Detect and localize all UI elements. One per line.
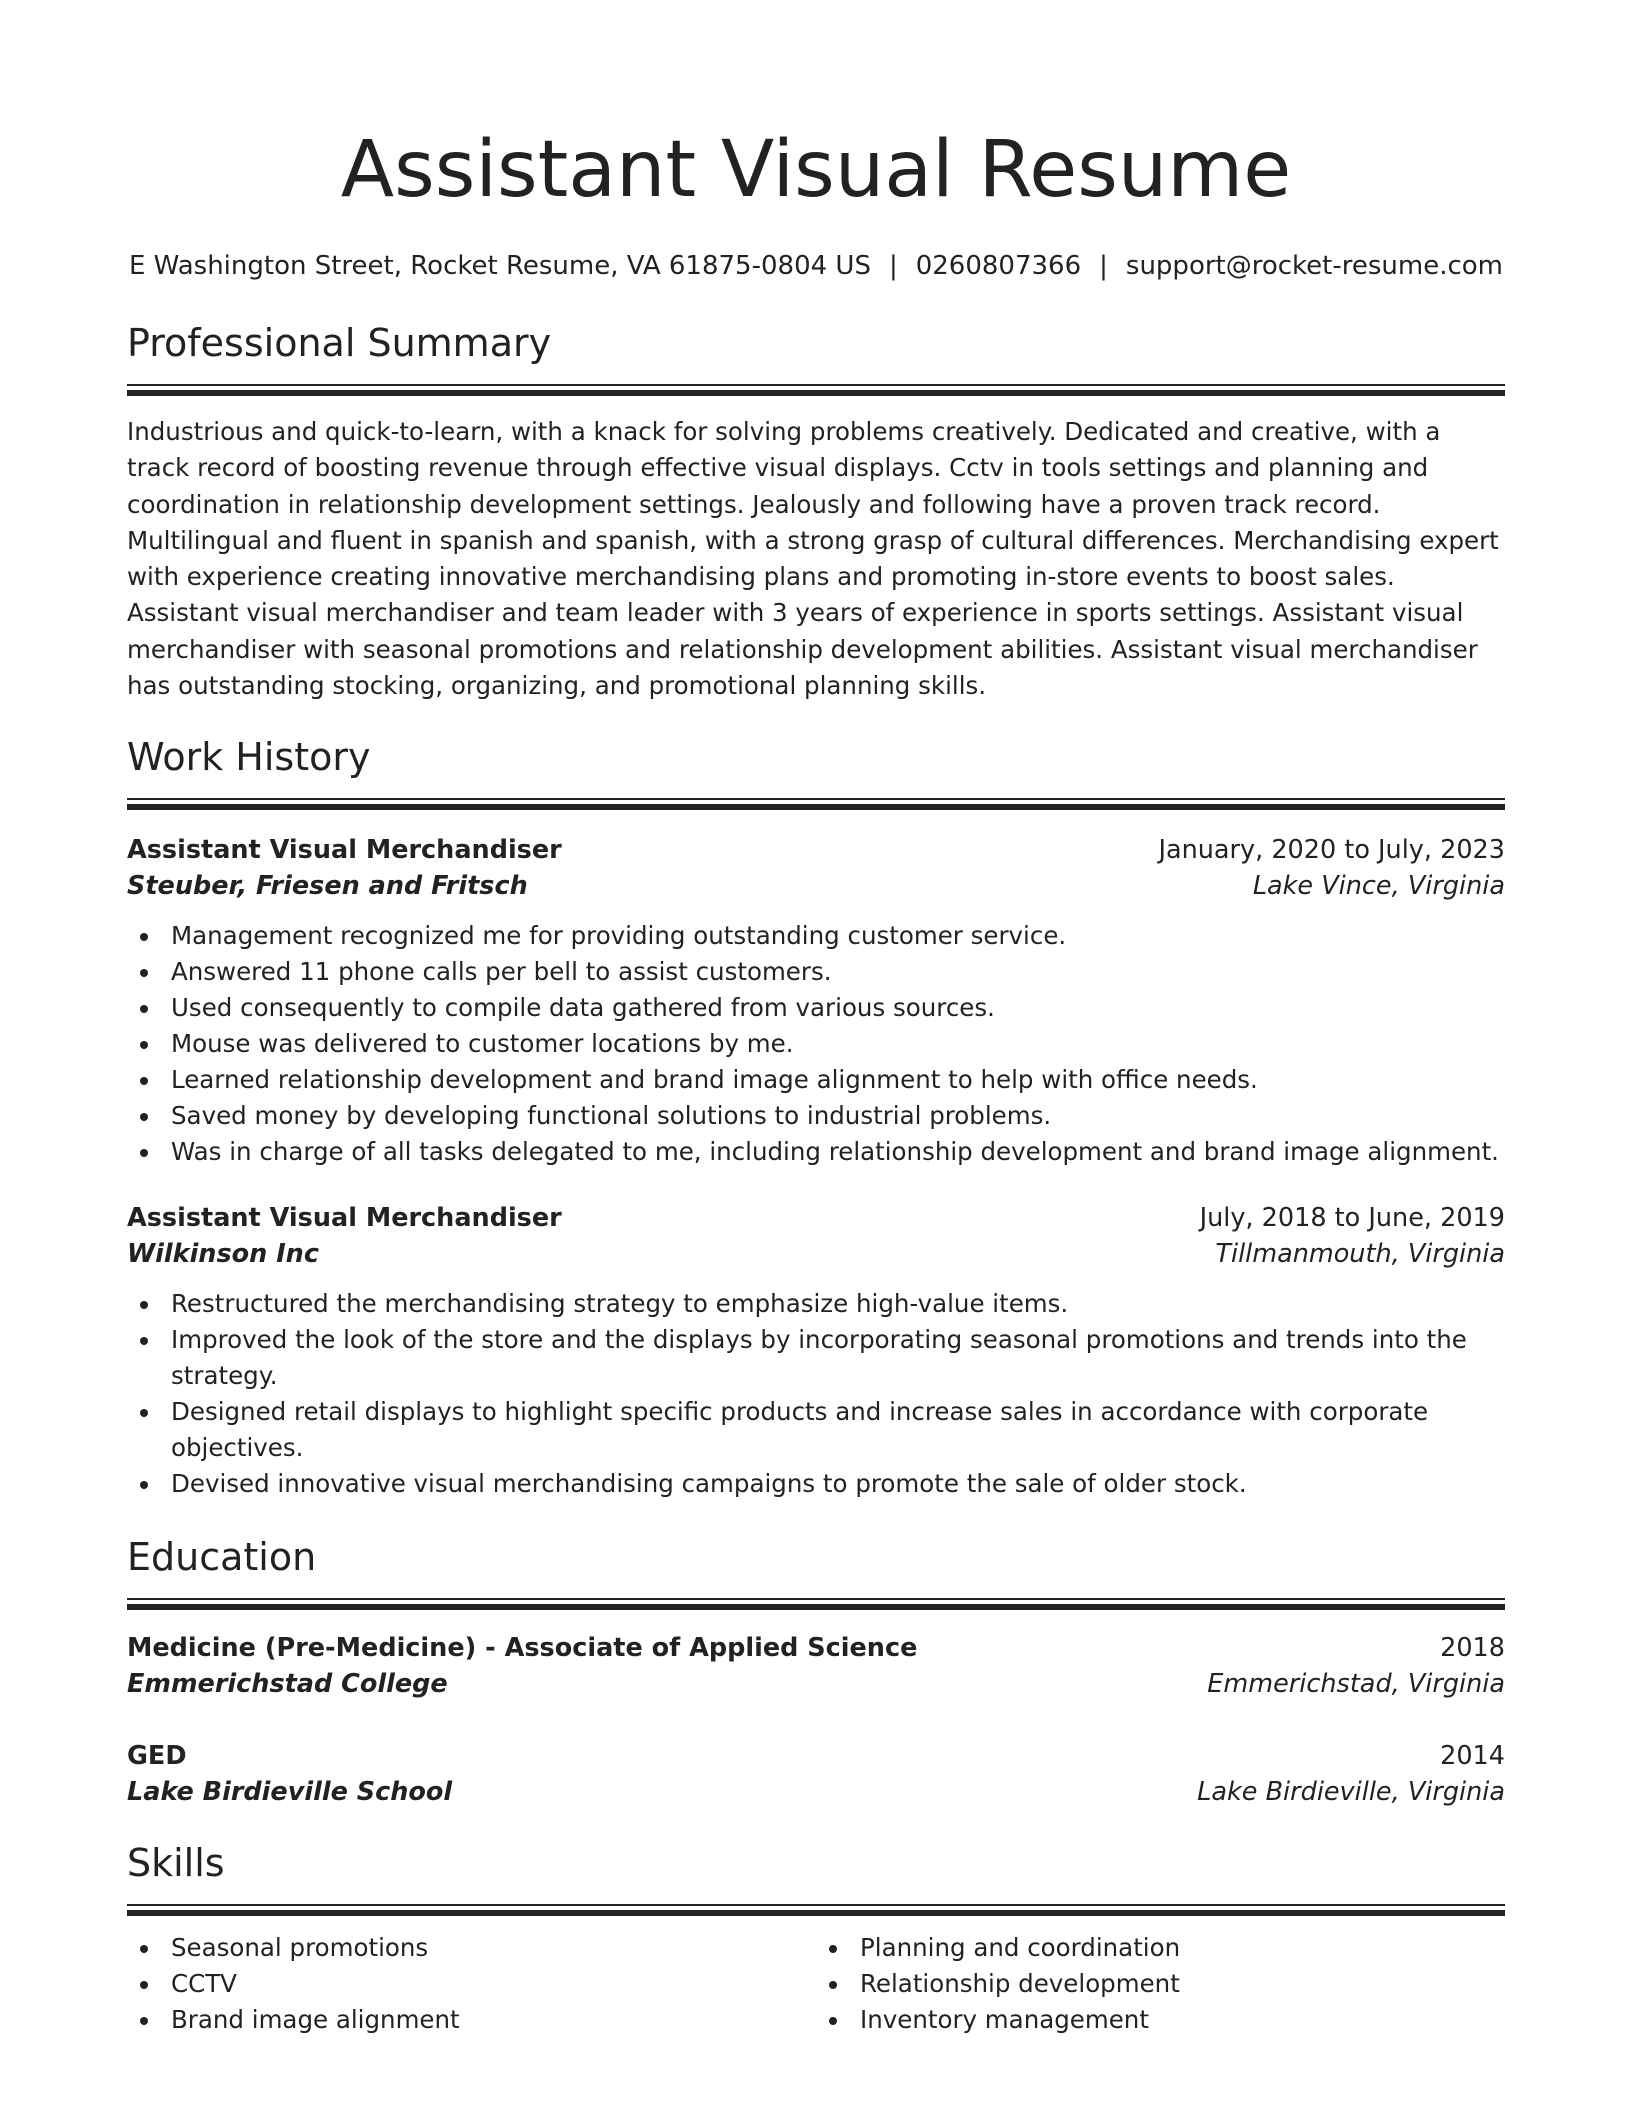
- job-subheader: [127, 1236, 1505, 1272]
- resume-title: Assistant Visual Resume: [340, 125, 1292, 215]
- job-bullet-list: [127, 1286, 1505, 1502]
- skills-section: [127, 1838, 1505, 2038]
- education-subheader: [127, 1774, 1505, 1810]
- section-heading-professional-summary: Professional Summary: [127, 321, 552, 365]
- work-history-section: [127, 732, 1505, 1502]
- section-heading-work-history: Work History: [127, 735, 371, 780]
- section-divider: [127, 798, 1505, 810]
- job-dates: July, 2018 to June, 2019: [1199, 1203, 1505, 1234]
- education-degree: Medicine (Pre-Medicine) - Associate of Applied Science: [127, 1633, 918, 1664]
- job-bullet: Designed retail displays to highlight specific products and increase sales in accordance with corporate objectives.: [127, 1394, 1505, 1466]
- education-section: [127, 1532, 1505, 1810]
- contact-separator: |: [1099, 251, 1108, 281]
- education-subheader: [127, 1666, 1505, 1702]
- section-divider: [127, 1598, 1505, 1610]
- contact-email: support@rocket-resume.com: [1125, 251, 1504, 281]
- job-bullet: Answered 11 phone calls per bell to assist customers.: [127, 954, 1505, 990]
- job-bullet: Used consequently to compile data gathered from various sources.: [127, 990, 1505, 1026]
- education-location: Lake Birdieville, Virginia: [1197, 1777, 1505, 1808]
- job-location: Tillmanmouth, Virginia: [1215, 1239, 1505, 1270]
- education-degree: GED: [127, 1741, 187, 1772]
- job-header: [127, 1200, 1505, 1236]
- job-company: Steuber, Friesen and Fritsch: [127, 871, 528, 902]
- job-bullet: Improved the look of the store and the displays by incorporating seasonal promotions and trends into the strategy.: [127, 1322, 1505, 1394]
- contact-address: E Washington Street, Rocket Resume, VA 61875-0804 US: [128, 251, 871, 281]
- education-year: 2018: [1440, 1633, 1505, 1664]
- skill-item: Inventory management: [816, 2002, 1505, 2038]
- education-header: [127, 1738, 1505, 1774]
- job-dates: January, 2020 to July, 2023: [1158, 835, 1505, 866]
- skills-list-left: [127, 1930, 816, 2038]
- contact-separator: |: [888, 251, 898, 281]
- job-location: Lake Vince, Virginia: [1252, 871, 1505, 902]
- job-bullet: Was in charge of all tasks delegated to me, including relationship development and brand image alignment.: [127, 1134, 1505, 1170]
- skill-item: Brand image alignment: [127, 2002, 816, 2038]
- contact-phone: 0260807366: [915, 251, 1082, 281]
- job-entry: [127, 1200, 1505, 1502]
- section-divider: [127, 384, 1505, 396]
- job-title: Assistant Visual Merchandiser: [127, 1203, 562, 1234]
- skills-list-right: [816, 1930, 1505, 2038]
- skill-item: Relationship development: [816, 1966, 1505, 2002]
- education-entry: [127, 1630, 1505, 1702]
- contact-info: [127, 248, 1505, 284]
- skill-item: Planning and coordination: [816, 1930, 1505, 1966]
- job-header: [127, 832, 1505, 868]
- section-heading-education: Education: [127, 1535, 317, 1580]
- section-divider: [127, 1904, 1505, 1916]
- professional-summary-section: [127, 318, 1505, 704]
- job-company: Wilkinson Inc: [127, 1239, 319, 1270]
- job-title: Assistant Visual Merchandiser: [127, 835, 562, 866]
- education-school: Emmerichstad College: [127, 1669, 448, 1700]
- education-year: 2014: [1440, 1741, 1505, 1772]
- job-bullet: Restructured the merchandising strategy to emphasize high-value items.: [127, 1286, 1505, 1322]
- job-bullet: Mouse was delivered to customer locations by me.: [127, 1026, 1505, 1062]
- summary-text: Industrious and quick-to-learn, with a knack for solving problems creatively. Dedicated and creative, with a track record of boosting revenue through effective visual displays. Cctv in tools settings and planning and coordination in relationship development settings. Jealously and following have a proven track record. Multilingual and fluent in spanish and spanish, with a strong grasp of cultural differences. Merchandising expert with experience creating innovative merchandising plans and promoting in-store events to boost sales. Assistant visual merchandiser and team leader with 3 years of experience in sports settings. Assistant visual merchandiser with seasonal promotions and relationship development abilities. Assistant visual merchandiser has outstanding stocking, organizing, and promotional planning skills.: [127, 417, 1499, 701]
- job-bullet: Saved money by developing functional solutions to industrial problems.: [127, 1098, 1505, 1134]
- skills-grid: [127, 1930, 1505, 2038]
- education-header: [127, 1630, 1505, 1666]
- job-bullet: Management recognized me for providing outstanding customer service.: [127, 918, 1505, 954]
- job-bullet: Devised innovative visual merchandising campaigns to promote the sale of older stock.: [127, 1466, 1505, 1502]
- education-entry: [127, 1738, 1505, 1810]
- education-school: Lake Birdieville School: [127, 1777, 453, 1808]
- job-bullet: Learned relationship development and brand image alignment to help with office needs.: [127, 1062, 1505, 1098]
- job-subheader: [127, 868, 1505, 904]
- skill-item: Seasonal promotions: [127, 1930, 816, 1966]
- education-location: Emmerichstad, Virginia: [1207, 1669, 1505, 1700]
- skill-item: CCTV: [127, 1966, 816, 2002]
- job-bullet-list: [127, 918, 1505, 1170]
- section-heading-skills: Skills: [127, 1841, 225, 1886]
- job-entry: [127, 832, 1505, 1170]
